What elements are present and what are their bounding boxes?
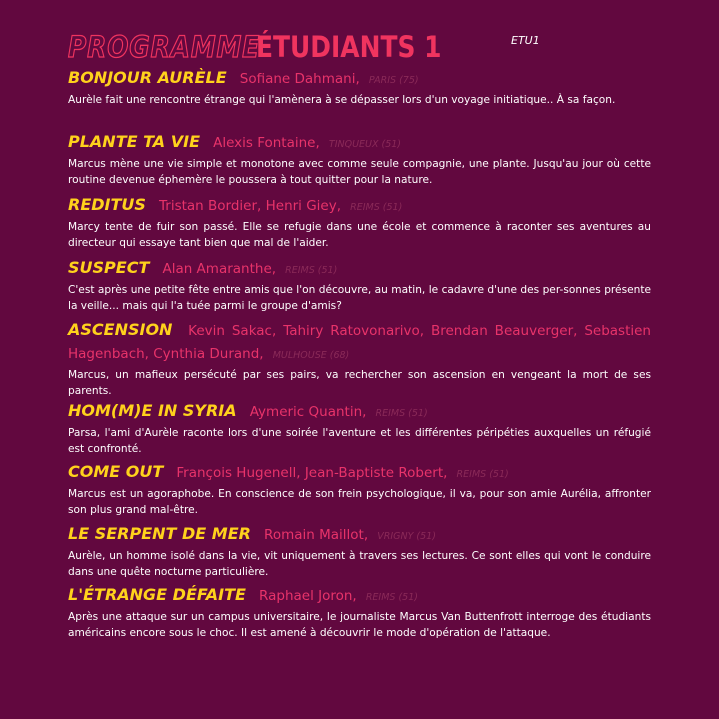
film-place: MULHOUSE (68) (272, 350, 350, 361)
film-entry (68, 462, 651, 518)
film-title: HOM(M)E IN SYRIA (68, 401, 237, 420)
title-outline-word: PROGRAMME (68, 30, 261, 64)
film-description: Aurèle, un homme isolé dans la vie, vit uniquement à travers ses lectures. Ce sont elles qui vont le conduire dans une quête nocturne particulière. (68, 550, 651, 578)
film-title: REDITUS (68, 195, 146, 214)
film-entry (68, 132, 651, 188)
film-description: Marcus mène une vie simple et monotone avec comme seule compagnie, une plante. Jusqu'au jour où cette routine devenue éphemère le poussera à tout quitter pour la nature. (68, 158, 651, 186)
film-authors: Alexis Fontaine, (213, 135, 320, 151)
film-title: COME OUT (68, 462, 164, 481)
film-description: C'est après une petite fête entre amis que l'on découvre, au matin, le cadavre d'une des per-sonnes présente la veille... mais qui l'a tuée parmi le groupe d'amis? (68, 284, 651, 312)
film-authors: Aymeric Quantin, (249, 404, 367, 420)
film-title: PLANTE TA VIE (68, 132, 200, 151)
film-entry (68, 68, 651, 108)
film-title: ASCENSION (68, 320, 173, 339)
page-title (68, 30, 540, 64)
film-description: Marcus est un agoraphobe. En conscience de son frein psychologique, il va, pour son amie Aurélia, affronter son plus grand mal-être. (68, 488, 651, 516)
film-place: REIMS (51) (285, 265, 338, 276)
film-place: TINQUEUX (51) (328, 139, 402, 150)
title-superscript: ETU1 (511, 34, 540, 47)
film-entry (68, 401, 651, 457)
film-authors: Tristan Bordier, Henri Giey, (159, 198, 342, 214)
film-authors: Raphael Joron, (259, 588, 357, 604)
film-title: LE SERPENT DE MER (68, 524, 251, 543)
film-place: PARIS (75) (368, 75, 419, 86)
film-entry (68, 319, 651, 399)
film-authors: Alan Amaranthe, (162, 261, 277, 277)
film-entry (68, 195, 651, 251)
film-place: REIMS (51) (375, 408, 428, 419)
film-description: Après une attaque sur un campus universitaire, le journaliste Marcus Van Buttenfrott interroge des étudiants américains encore sous le choc. Il est amené à découvrir le mode d'opération de l'attaque. (68, 611, 651, 639)
film-place: REIMS (51) (456, 469, 509, 480)
film-description: Marcy tente de fuir son passé. Elle se refugie dans une école et commence à raconter ses aventures au directeur qui essaye tant bien que mal de l'aider. (68, 221, 651, 249)
film-description: Marcus, un mafieux persécuté par ses pairs, va rechercher son ascension en vengeant la mort de ses parents. (68, 369, 651, 397)
film-title: L'ÉTRANGE DÉFAITE (68, 585, 246, 604)
film-entry (68, 524, 651, 580)
film-description: Aurèle fait une rencontre étrange qui l'amènera à se dépasser lors d'un voyage initiatique.. À sa façon. (68, 94, 616, 106)
film-authors: Romain Maillot, (264, 527, 369, 543)
film-entry (68, 585, 651, 641)
film-title: BONJOUR AURÈLE (68, 68, 227, 87)
film-entry (68, 258, 651, 314)
film-place: REIMS (51) (365, 592, 418, 603)
film-place: REIMS (51) (350, 202, 403, 213)
film-authors: Sofiane Dahmani, (239, 71, 360, 87)
film-description: Parsa, l'ami d'Aurèle raconte lors d'une soirée l'aventure et les différentes péripéties auxquelles un réfugié est confronté. (68, 427, 651, 455)
film-authors: Kevin Sakac, Tahiry Ratovonarivo, Brendan Beauverger, Sebastien Hagenbach, Cynthia Durand, (68, 323, 651, 362)
title-filled-word: ÉTUDIANTS 1 (256, 30, 442, 64)
film-authors: François Hugenell, Jean-Baptiste Robert, (176, 465, 448, 481)
film-place: VRIGNY (51) (377, 531, 436, 542)
film-title: SUSPECT (68, 258, 150, 277)
